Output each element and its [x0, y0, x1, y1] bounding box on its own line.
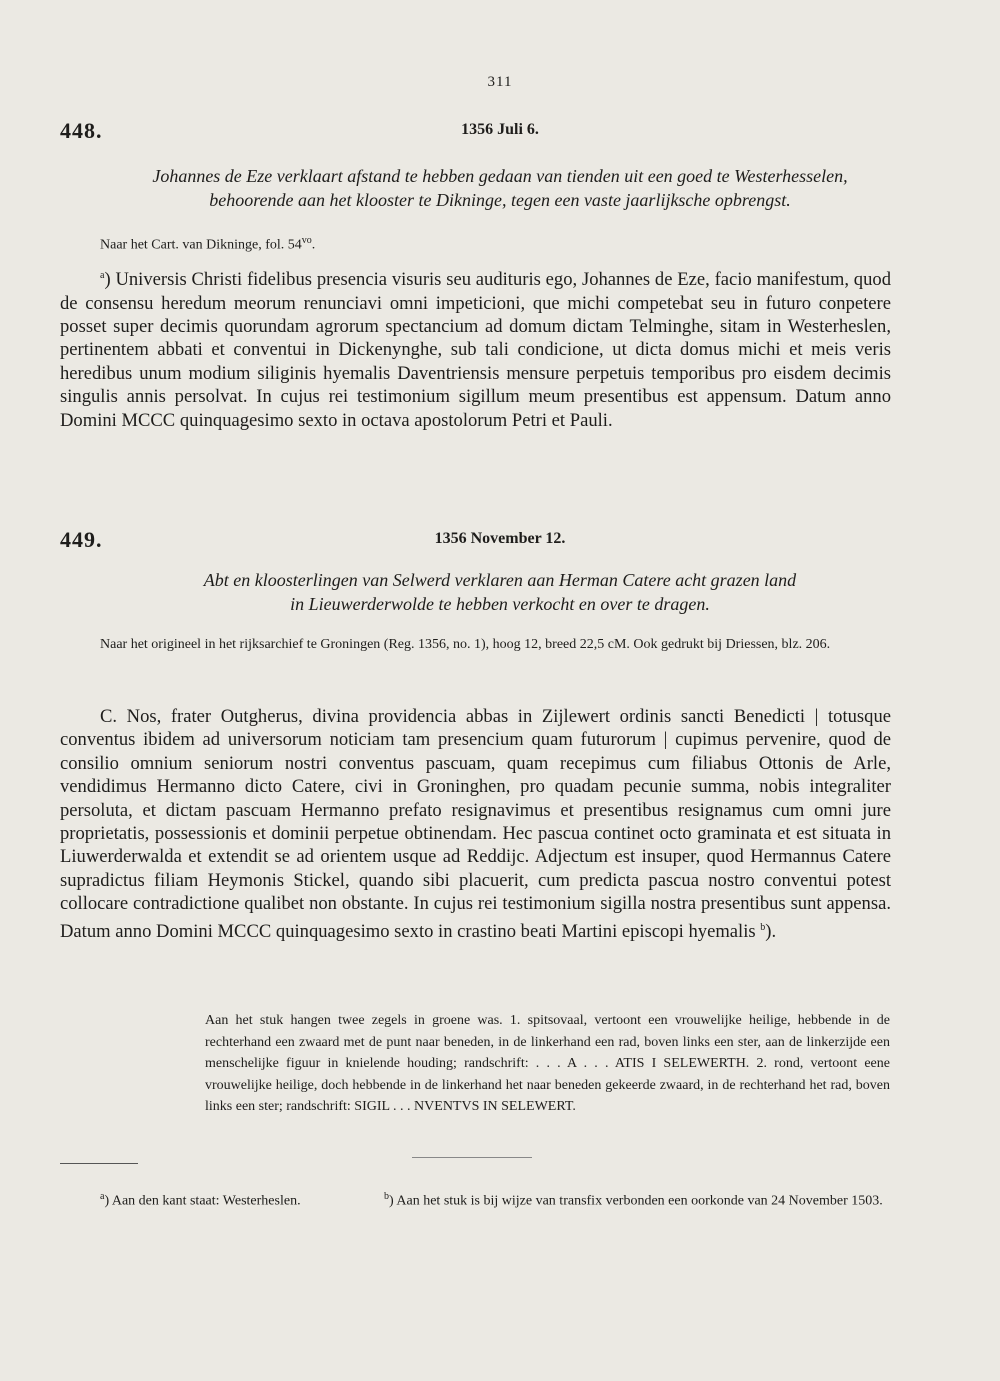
footnote-text: ) Aan den kant staat: Westerheslen.	[104, 1193, 301, 1209]
latin-text: ) Universis Christi fidelibus presencia visuris seu audituris ego, Johannes de Eze, facio manifestum, quod de consensu heredum meorum renunciavi omni impeticioni, que michi competebat seu in futuro conpetere posset super decimis quorundam agrorum spectancium ad domum dictam Telminghe, sitam in Westerheslen, pertinentem abbati et conventui in Dickenynghe, sub tali condicione, ut dicta domus michi et meis veris heredibus unum modium siliginis hyemalis Daventriensis mensure perpetuis temporibus pro eisdem decimis singulis annis persolvat. In cujus rei testimonium sigillum meum presentibus est appensum. Datum anno Domini MCCC quinquagesimo sexto in octava apostolorum Petri et Pauli.	[60, 269, 891, 431]
footnote-marker: b	[384, 1191, 389, 1202]
charter-summary	[90, 164, 910, 212]
charter-date: 1356 Juli 6.	[461, 121, 539, 138]
charter-number: 449.	[60, 527, 103, 552]
latin-text: C. Nos, frater Outgherus, divina providencia abbas in Zijlewert ordinis sancti Benedicti | totusque conventus ibidem ad universorum noticiam tam presencium quam futurorum | cupimus pervenire, quod de consilio omnium seniorum nostri conventus pascuam, quam recepimus cum filiabus Ottonis de Arle, vendidimus Hermanno dicto Catere, civi in Groninghen, pro quadam pecunie summa, nobis integraliter persoluta, et dictam pascuam Hermanno prefato resignavimus et presentibus resignamus cum omni jure proprietatis, possessionis et dominii perpetue obtinendam. Hec pascua continet octo graminata et est situata in Liuwerderwalda et extendit se ad orientem usque ad Reddijc. Adjectum est insuper, quod Hermannus Catere supradictus filiam Heymonis Stickel, quando sibi placuerit, cum predicta pascua nostro conventui potest collocare contradictione qualibet non obstante. In cujus rei testimonium sigilla nostra presentibus sunt appensa. Datum anno Domini MCCC quinquagesimo sexto in crastino beati Martini episcopi hyemalis	[60, 706, 891, 942]
summary-line: Abt en kloosterlingen van Selwerd verklaren aan Herman Catere acht grazen land	[203, 570, 797, 590]
charter-number: 448.	[60, 118, 103, 143]
footnote-marker: a	[100, 1191, 105, 1202]
summary-line: Johannes de Eze verklaart afstand te hebben gedaan van tienden uit een goed te Westerhesselen,	[152, 166, 848, 186]
source-reference	[100, 230, 930, 257]
source-reference: Naar het origineel in het rijksarchief te Groningen (Reg. 1356, no. 1), hoog 12, breed 22,5 cM. Ook gedrukt bij Driessen, blz. 206.	[100, 637, 831, 652]
footnote-marker: a	[100, 270, 105, 281]
page-number: 311	[487, 74, 513, 90]
latin-text-end: ).	[765, 920, 777, 942]
footnote-text: ) Aan het stuk is bij wijze van transfix verbonden een oorkonde van 24 November 1503.	[389, 1193, 883, 1209]
charter-text	[60, 705, 891, 943]
charter-summary	[90, 568, 910, 616]
summary-line: behoorende aan het klooster te Dikninge, tegen een vaste jaarlijksche opbrengst.	[209, 190, 791, 210]
footnote-b	[60, 1186, 890, 1213]
source-text: Naar het Cart. van Dikninge, fol. 54	[100, 237, 302, 253]
seal-description: Aan het stuk hangen twee zegels in groene was. 1. spitsovaal, vertoont een vrouwelijke heilige, hebbende in de rechterhand een zwaard met de punt naar beneden, in de linkerhand een rad, boven links een ster, aan de linkerzijde een menschelijke figuur in knielende houding; randschrift: . . . A . . . ATIS I SELEWERTH. 2. rond, vertoont eene vrouwelijke heilige, doch hebbende in de linkerhand het naar beneden gekeerde zwaard, in de rechterhand het rad, boven links een ster; randschrift: SIGIL . . . NVENTVS IN SELEWERT.	[205, 1013, 890, 1115]
footnote-rule	[60, 1163, 138, 1164]
charter-date: 1356 November 12.	[434, 530, 566, 547]
source-end: .	[311, 237, 316, 253]
summary-line: in Lieuwerderwolde te hebben verkocht en over te dragen.	[290, 594, 710, 614]
footnote-b-block	[60, 1186, 890, 1213]
footnote-marker: b	[760, 921, 766, 933]
source-superscript: vo	[301, 235, 312, 246]
charter-text	[60, 264, 891, 432]
separator-rule	[412, 1157, 532, 1158]
